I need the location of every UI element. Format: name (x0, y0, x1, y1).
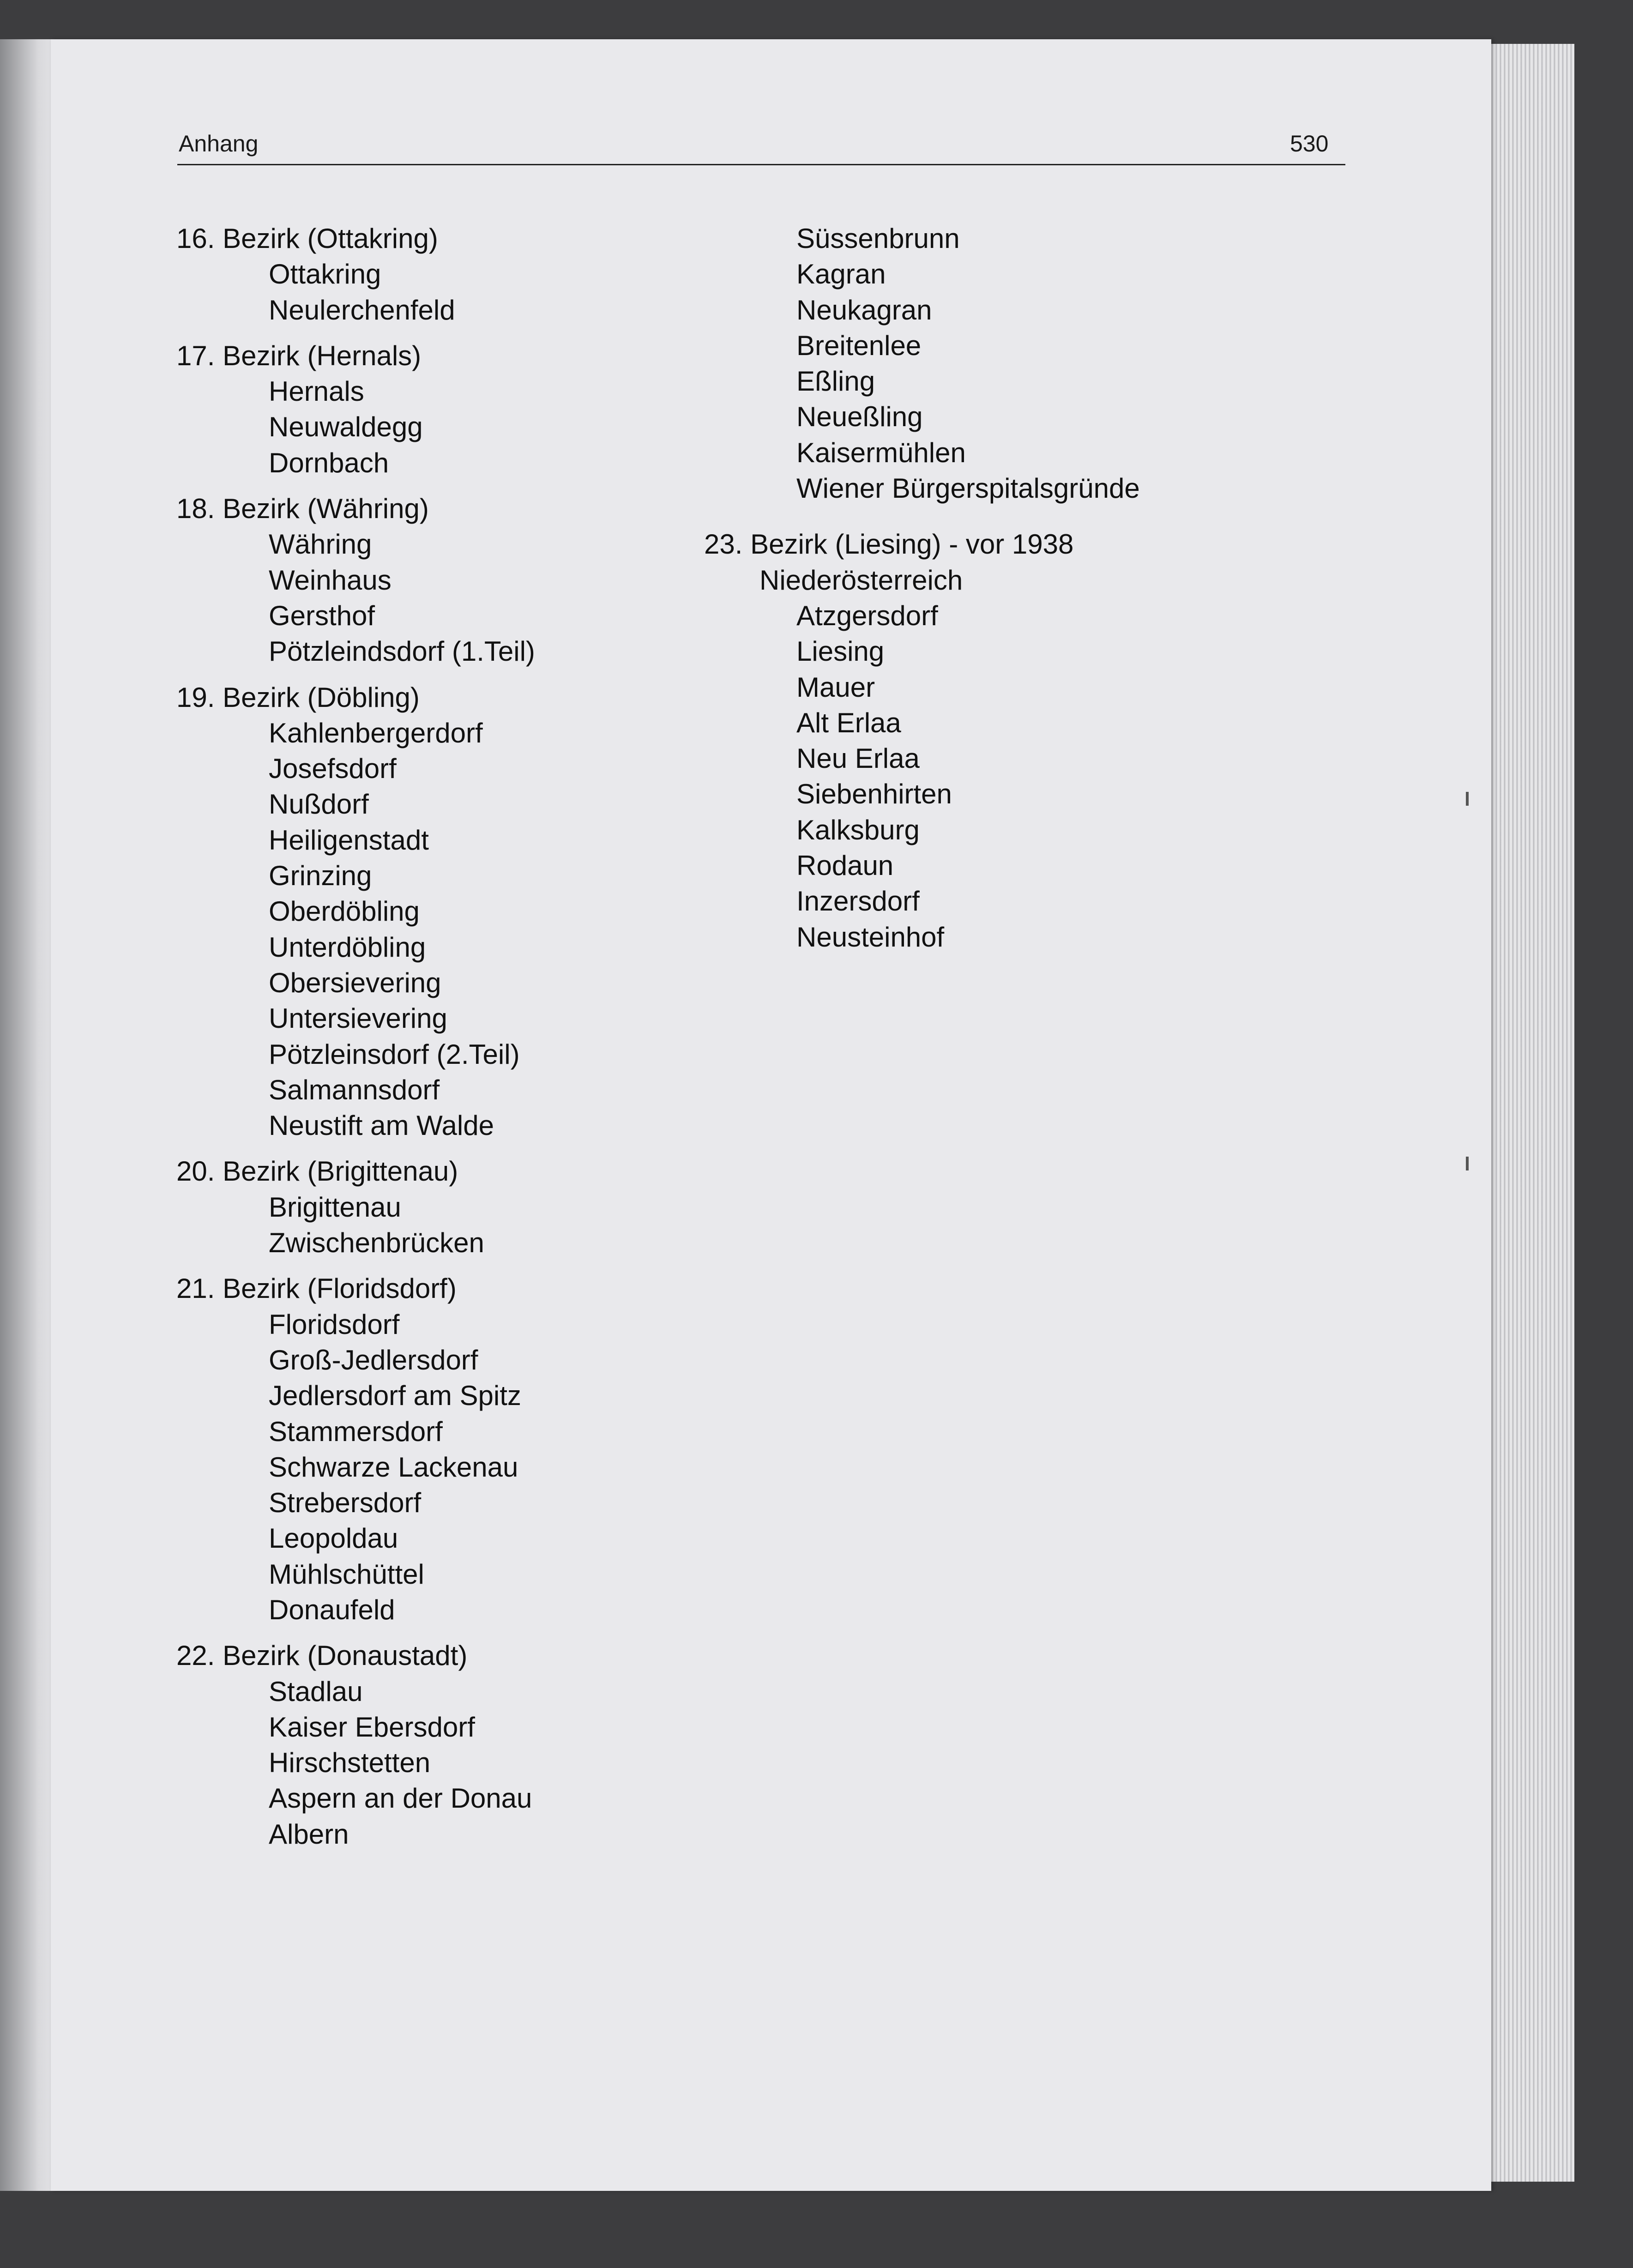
place-name: Strebersdorf (269, 1487, 422, 1519)
place-name: Alt Erlaa (796, 707, 901, 738)
place-name: Stammersdorf (269, 1416, 443, 1447)
spacer (796, 516, 1140, 526)
district-heading: 22. Bezirk (Donaustadt) (176, 1640, 468, 1671)
place-name: Neukagran (796, 294, 932, 326)
margin-mark (1466, 1157, 1469, 1170)
district-block (176, 1271, 535, 1628)
district-heading: 20. Bezirk (Brigittenau) (176, 1156, 458, 1187)
place-name: Albern (269, 1818, 349, 1850)
place-name: Kaiser Ebersdorf (269, 1711, 475, 1743)
district-22-continued (796, 221, 1140, 506)
place-name: Wiener Bürgerspitalsgründe (796, 473, 1140, 504)
district-block (176, 491, 535, 669)
district-block (176, 221, 535, 328)
place-name: Rodaun (796, 850, 894, 881)
right-column (704, 221, 1140, 955)
place-name: Kalksburg (796, 814, 920, 845)
place-name: Neuwaldegg (269, 411, 423, 443)
place-name: Mühlschüttel (269, 1558, 424, 1590)
place-name: Salmannsdorf (269, 1074, 440, 1105)
district-block (176, 680, 535, 1144)
place-name: Dornbach (269, 447, 389, 478)
margin-mark (1466, 792, 1469, 806)
place-name: Nußdorf (269, 789, 369, 820)
place-name: Leopoldau (269, 1523, 398, 1554)
place-name: Neu Erlaa (796, 743, 920, 774)
place-name: Pötzleinsdorf (2.Teil) (269, 1038, 520, 1070)
place-name: Donaufeld (269, 1594, 395, 1625)
district-heading: 23. Bezirk (Liesing) - vor 1938 (704, 529, 1074, 560)
place-name: Groß-Jedlersdorf (269, 1344, 478, 1375)
place-name: Kahlenbergerdorf (269, 717, 483, 748)
place-name: Brigittenau (269, 1191, 401, 1223)
place-name: Zwischenbrücken (269, 1227, 484, 1259)
place-name: Weinhaus (269, 564, 392, 596)
place-name: Neulerchenfeld (269, 294, 455, 326)
place-name: Untersievering (269, 1003, 447, 1034)
running-header-section: Anhang (179, 131, 259, 157)
place-name: Währing (269, 529, 372, 560)
place-name: Atzgersdorf (796, 600, 938, 631)
place-name: Unterdöbling (269, 931, 426, 963)
place-name: Neueßling (796, 401, 923, 433)
place-name: Aspern an der Donau (269, 1783, 532, 1814)
district-subheading: Niederösterreich (759, 564, 963, 596)
district-heading: 21. Bezirk (Floridsdorf) (176, 1273, 457, 1304)
place-name: Floridsdorf (269, 1309, 400, 1340)
place-name: Siebenhirten (796, 778, 952, 810)
district-heading: 16. Bezirk (Ottakring) (176, 223, 438, 254)
place-name: Breitenlee (796, 330, 922, 361)
place-name: Gersthof (269, 600, 375, 631)
place-name: Liesing (796, 636, 885, 667)
district-heading: 18. Bezirk (Währing) (176, 493, 429, 525)
district-block (176, 1638, 535, 1852)
place-name: Ottakring (269, 259, 381, 290)
place-name: Hirschstetten (269, 1747, 431, 1779)
place-name: Kagran (796, 259, 886, 290)
district-heading: 17. Bezirk (Hernals) (176, 340, 422, 371)
place-name: Jedlersdorf am Spitz (269, 1380, 521, 1411)
place-name: Eßling (796, 366, 875, 397)
place-name: Neusteinhof (796, 921, 945, 953)
left-page-edge (0, 39, 55, 2191)
place-name: Neustift am Walde (269, 1110, 494, 1141)
district-block (176, 338, 535, 481)
place-name: Oberdöbling (269, 896, 420, 927)
place-name: Süssenbrunn (796, 223, 960, 254)
place-name: Obersievering (269, 967, 441, 998)
place-name: Inzersdorf (796, 886, 920, 917)
place-name: Schwarze Lackenau (269, 1451, 518, 1483)
district-heading: 19. Bezirk (Döbling) (176, 682, 420, 713)
place-name: Pötzleindsdorf (1.Teil) (269, 636, 535, 667)
header-rule (177, 164, 1345, 165)
district-block (176, 1153, 535, 1261)
place-name: Heiligenstadt (269, 824, 429, 856)
left-column (176, 221, 535, 1852)
place-name: Kaisermühlen (796, 437, 966, 468)
place-name: Josefsdorf (269, 753, 397, 784)
page-number: 530 (1290, 131, 1329, 157)
place-name: Grinzing (269, 860, 372, 892)
place-name: Mauer (796, 671, 875, 703)
place-name: Hernals (269, 376, 364, 407)
place-name: Stadlau (269, 1676, 363, 1707)
district-23 (704, 516, 1140, 955)
